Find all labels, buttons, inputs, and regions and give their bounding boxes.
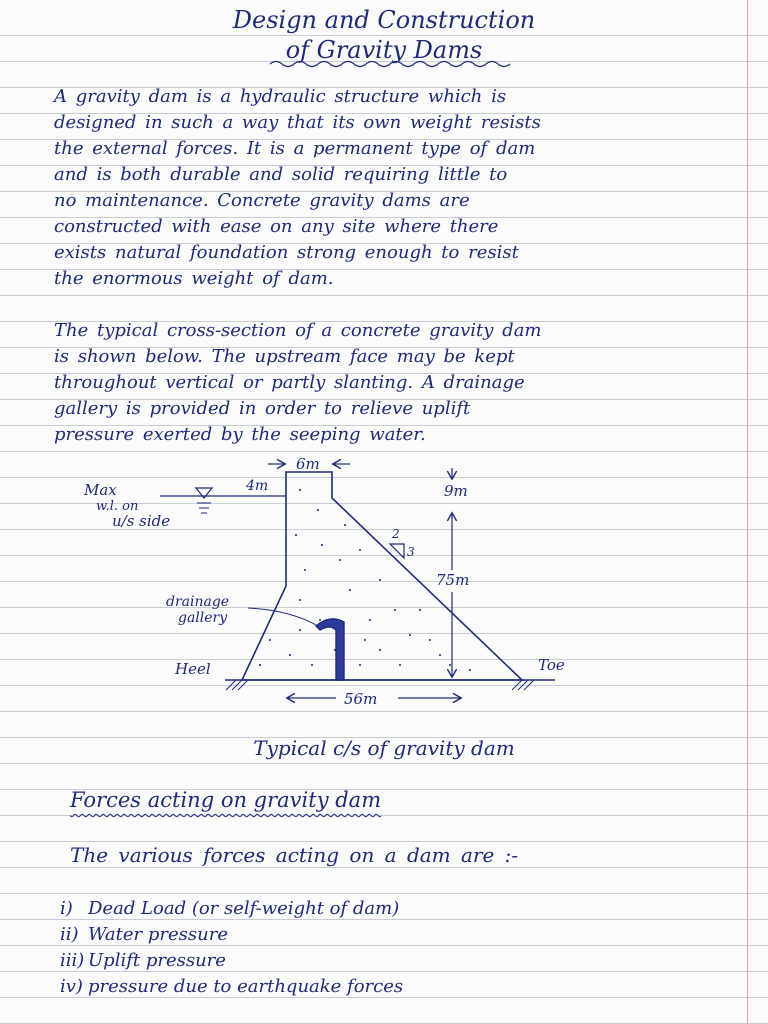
list-item-text: Dead Load (or self-weight of dam)	[88, 898, 400, 919]
list-numeral: iii)	[60, 950, 85, 971]
list-item	[60, 948, 403, 974]
paragraph-line: is shown below. The upstream face may be kept	[54, 346, 515, 367]
paragraph-line: A gravity dam is a hydraulic structure which is	[54, 86, 507, 107]
section-heading: Forces acting on gravity dam	[70, 788, 382, 812]
paragraph-line: no maintenance. Concrete gravity dams are	[54, 190, 470, 211]
paragraph-intro	[54, 84, 744, 292]
forces-intro: The various forces acting on a dam are :-	[70, 843, 519, 867]
ground-hatch-heel	[226, 680, 248, 690]
list-item	[60, 896, 403, 922]
list-item-text: pressure due to earthquake forces	[88, 976, 404, 997]
paragraph-line: pressure exerted by the seeping water.	[54, 424, 426, 445]
list-numeral: i)	[60, 898, 73, 919]
base-width-label: 56m	[344, 690, 378, 708]
paragraph-line: gallery is provided in order to relieve uplift	[54, 398, 471, 419]
max-wl-label-line-1: Max	[84, 481, 117, 499]
height-label: 75m	[436, 571, 470, 589]
dam-cross-section-diagram	[0, 450, 768, 730]
slope-horizontal-label: 2	[392, 527, 400, 541]
ground-hatch-toe	[512, 680, 534, 690]
list-item	[60, 974, 403, 1000]
page-title-line-2: of Gravity Dams	[285, 36, 483, 64]
paragraph-line: designed in such a way that its own weight resists	[54, 112, 541, 133]
list-item-text: Water pressure	[88, 924, 228, 945]
drainage-gallery	[316, 619, 344, 680]
paragraph-line: exists natural foundation strong enough to resist	[54, 242, 519, 263]
paragraph-line: throughout vertical or partly slanting. A drainage	[54, 372, 525, 393]
page-title-line-1: Design and Construction	[232, 6, 536, 34]
paragraph-cross-section	[54, 318, 744, 448]
slope-vertical-label: 3	[407, 545, 415, 559]
paragraph-line: the external forces. It is a permanent type of dam	[54, 138, 536, 159]
list-item	[60, 922, 403, 948]
paragraph-line: the enormous weight of dam.	[54, 268, 334, 289]
heel-label: Heel	[175, 660, 211, 678]
water-level-ticks	[197, 503, 211, 513]
paragraph-line: and is both durable and solid requiring little to	[54, 164, 508, 185]
offset-label: 4m	[246, 478, 269, 494]
list-numeral: ii)	[60, 924, 79, 945]
list-item-text: Uplift pressure	[88, 950, 226, 971]
drainage-leader-line	[248, 608, 318, 626]
dam-body	[242, 472, 522, 680]
list-numeral: iv)	[60, 976, 83, 997]
toe-label: Toe	[538, 656, 565, 674]
paragraph-line: constructed with ease on any site where there	[54, 216, 499, 237]
max-wl-label-line-2: w.l. on	[96, 499, 139, 514]
paragraph-line: The typical cross-section of a concrete gravity dam	[54, 320, 542, 341]
title-wavy-underline	[0, 0, 768, 80]
top-width-label: 6m	[296, 455, 320, 473]
max-wl-label-line-3: u/s side	[112, 512, 171, 530]
forces-list	[60, 896, 403, 1000]
drainage-label-line-1: drainage	[166, 594, 230, 610]
freeboard-label: 9m	[444, 482, 468, 500]
diagram-caption: Typical c/s of gravity dam	[253, 736, 515, 760]
drainage-label-line-2: gallery	[178, 610, 228, 626]
